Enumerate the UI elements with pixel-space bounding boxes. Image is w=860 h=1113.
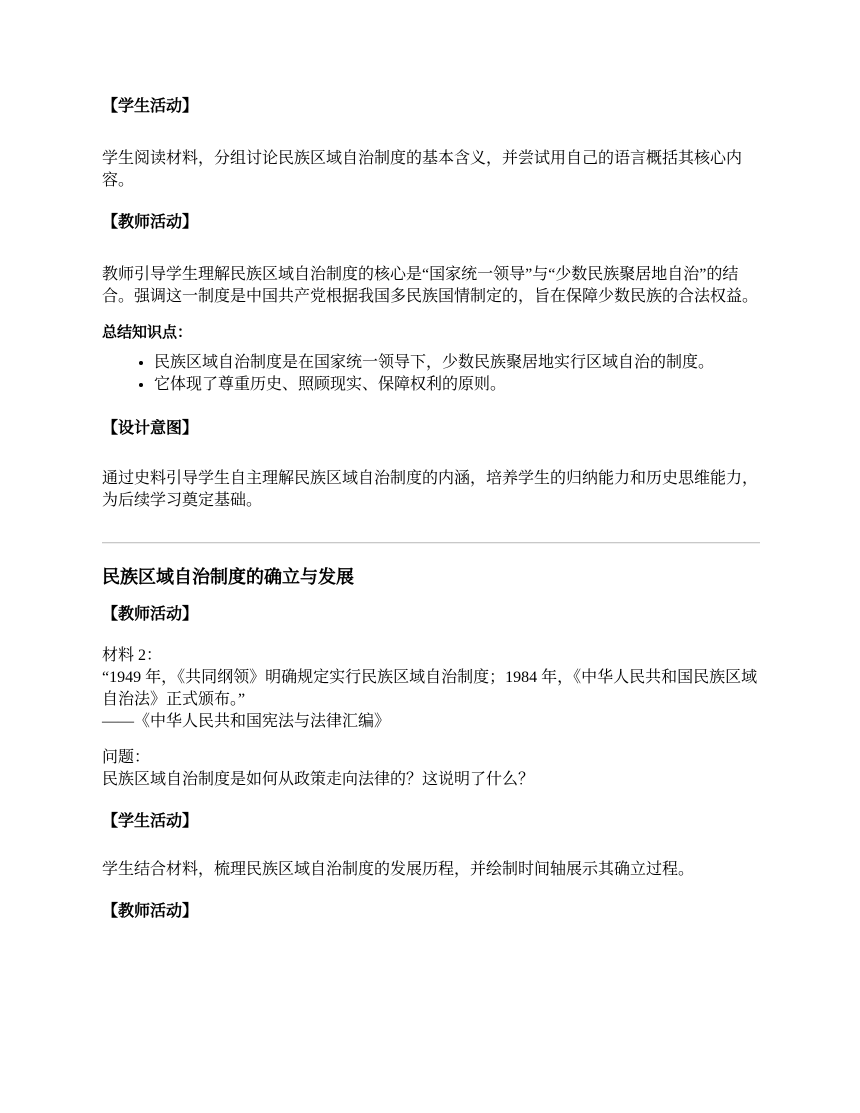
teacher-activity-heading: 【教师活动】 — [102, 214, 199, 231]
design-intent-heading: 【设计意图】 — [102, 420, 199, 437]
teacher-activity-heading: 【教师活动】 — [102, 903, 199, 920]
student-activity-heading: 【学生活动】 — [102, 98, 199, 115]
teacher-activity-heading: 【教师活动】 — [102, 606, 199, 623]
summary-label: 总结知识点： — [102, 325, 193, 341]
design-intent-text: 通过史料引导学生自主理解民族区域自治制度的内涵，培养学生的归纳能力和历史思维能力，为后续学习奠定基础。 — [102, 470, 759, 509]
summary-item: • 它体现了尊重历史、照顾现实、保障权利的原则。 — [154, 374, 760, 396]
teacher-activity-text: 教师引导学生理解民族区域自治制度的核心是“国家统一领导”与“少数民族聚居地自治”的结合。强调这一制度是中国共产党根据我国多民族国情制定的，旨在保障少数民族的合法权益。 — [102, 266, 759, 305]
question-text: 民族区域自治制度是如何从政策走向法律的？这说明了什么？ — [102, 771, 535, 788]
summary-list — [102, 352, 760, 396]
material-source: ——《中华人民共和国宪法与法律汇编》 — [102, 713, 391, 730]
question-label: 问题： — [102, 749, 151, 766]
section-title: 民族区域自治制度的确立与发展 — [102, 567, 354, 587]
document-page — [102, 96, 760, 923]
material-quote: “1949 年，《共同纲领》明确规定实行民族区域自治制度；1984 年，《中华人民共和国民族区域自治法》正式颁布。” — [102, 669, 758, 708]
summary-item: • 民族区域自治制度是在国家统一领导下，少数民族聚居地实行区域自治的制度。 — [154, 352, 760, 374]
student-activity-heading: 【学生活动】 — [102, 813, 199, 830]
student-activity-text: 学生结合材料，梳理民族区域自治制度的发展历程，并绘制时间轴展示其确立过程。 — [102, 861, 695, 878]
material-label: 材料 2： — [102, 647, 163, 664]
student-activity-text: 学生阅读材料，分组讨论民族区域自治制度的基本含义，并尝试用自己的语言概括其核心内容。 — [102, 150, 743, 189]
